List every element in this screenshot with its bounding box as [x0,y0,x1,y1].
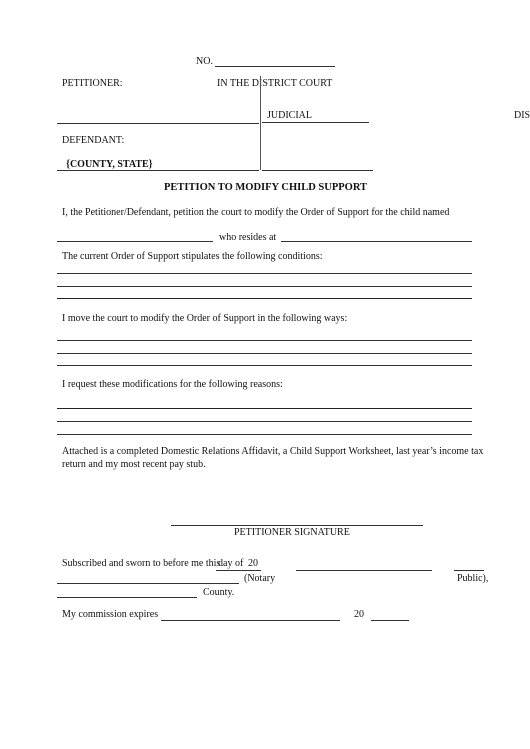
judicial-label: JUDICIAL [267,110,312,121]
modify-ways-text: I move the court to modify the Order of Support in the following ways: [62,313,348,324]
court-label: IN THE DISTRICT COURT [217,78,333,89]
current-order-line-2[interactable] [57,286,472,287]
modify-ways-line-3[interactable] [57,365,472,366]
commission-label: My commission expires [62,609,159,620]
current-order-line-1[interactable] [57,273,472,274]
subscribed-text: Subscribed and sworn to before me this [62,558,221,569]
day-of-text: day of [218,558,244,569]
defendant-label: DEFENDANT: [62,135,125,146]
reasons-line-3[interactable] [57,434,472,435]
judicial-line[interactable] [262,122,369,123]
resides-label: who resides at [219,232,277,243]
day-line[interactable] [216,570,261,571]
county-state-label: {COUNTY, STATE} [66,159,153,170]
case-number-label: NO. [196,56,213,67]
county-label: County. [203,587,235,598]
current-order-line-3[interactable] [57,298,472,299]
reasons-text: I request these modifications for the following reasons: [62,379,283,390]
modify-ways-line-1[interactable] [57,340,472,341]
commission-year-line[interactable] [371,620,409,621]
county-name-line[interactable] [57,597,197,598]
caption-right-bottom-line [262,170,373,171]
notary-right-line[interactable] [454,570,484,571]
commission-year-label: 20 [354,609,364,620]
reasons-line-2[interactable] [57,421,472,422]
address-line[interactable] [281,241,472,242]
modify-ways-line-2[interactable] [57,353,472,354]
signature-label: PETITIONER SIGNATURE [234,527,350,538]
signature-line[interactable] [171,525,423,526]
page-title: PETITION TO MODIFY CHILD SUPPORT [164,182,368,193]
reasons-line-1[interactable] [57,408,472,409]
defendant-divider-line [57,170,259,171]
petitioner-label: PETITIONER: [62,78,123,89]
caption-divider-lower [260,124,261,170]
attached-text-line-1: Attached is a completed Domestic Relations Affidavit, a Child Support Worksheet, last year’s income tax [62,446,484,457]
notary-name-line[interactable] [57,583,239,584]
notary-label: (Notary [244,573,276,584]
year-prefix-text: 20 [248,558,258,569]
commission-date-line[interactable] [161,620,340,621]
caption-divider-upper [260,76,261,124]
notary-date-line[interactable] [296,570,432,571]
current-order-text: The current Order of Support stipulates the following conditions: [62,251,323,262]
district-fragment: DIS [514,110,530,121]
case-number-line[interactable] [215,66,335,67]
intro-text: I, the Petitioner/Defendant, petition the court to modify the Order of Support for the child named [62,207,450,218]
petitioner-divider-line [57,123,259,124]
attached-text-line-2: return and my most recent pay stub. [62,459,206,470]
child-name-line[interactable] [57,241,213,242]
public-label: Public), [457,573,489,584]
